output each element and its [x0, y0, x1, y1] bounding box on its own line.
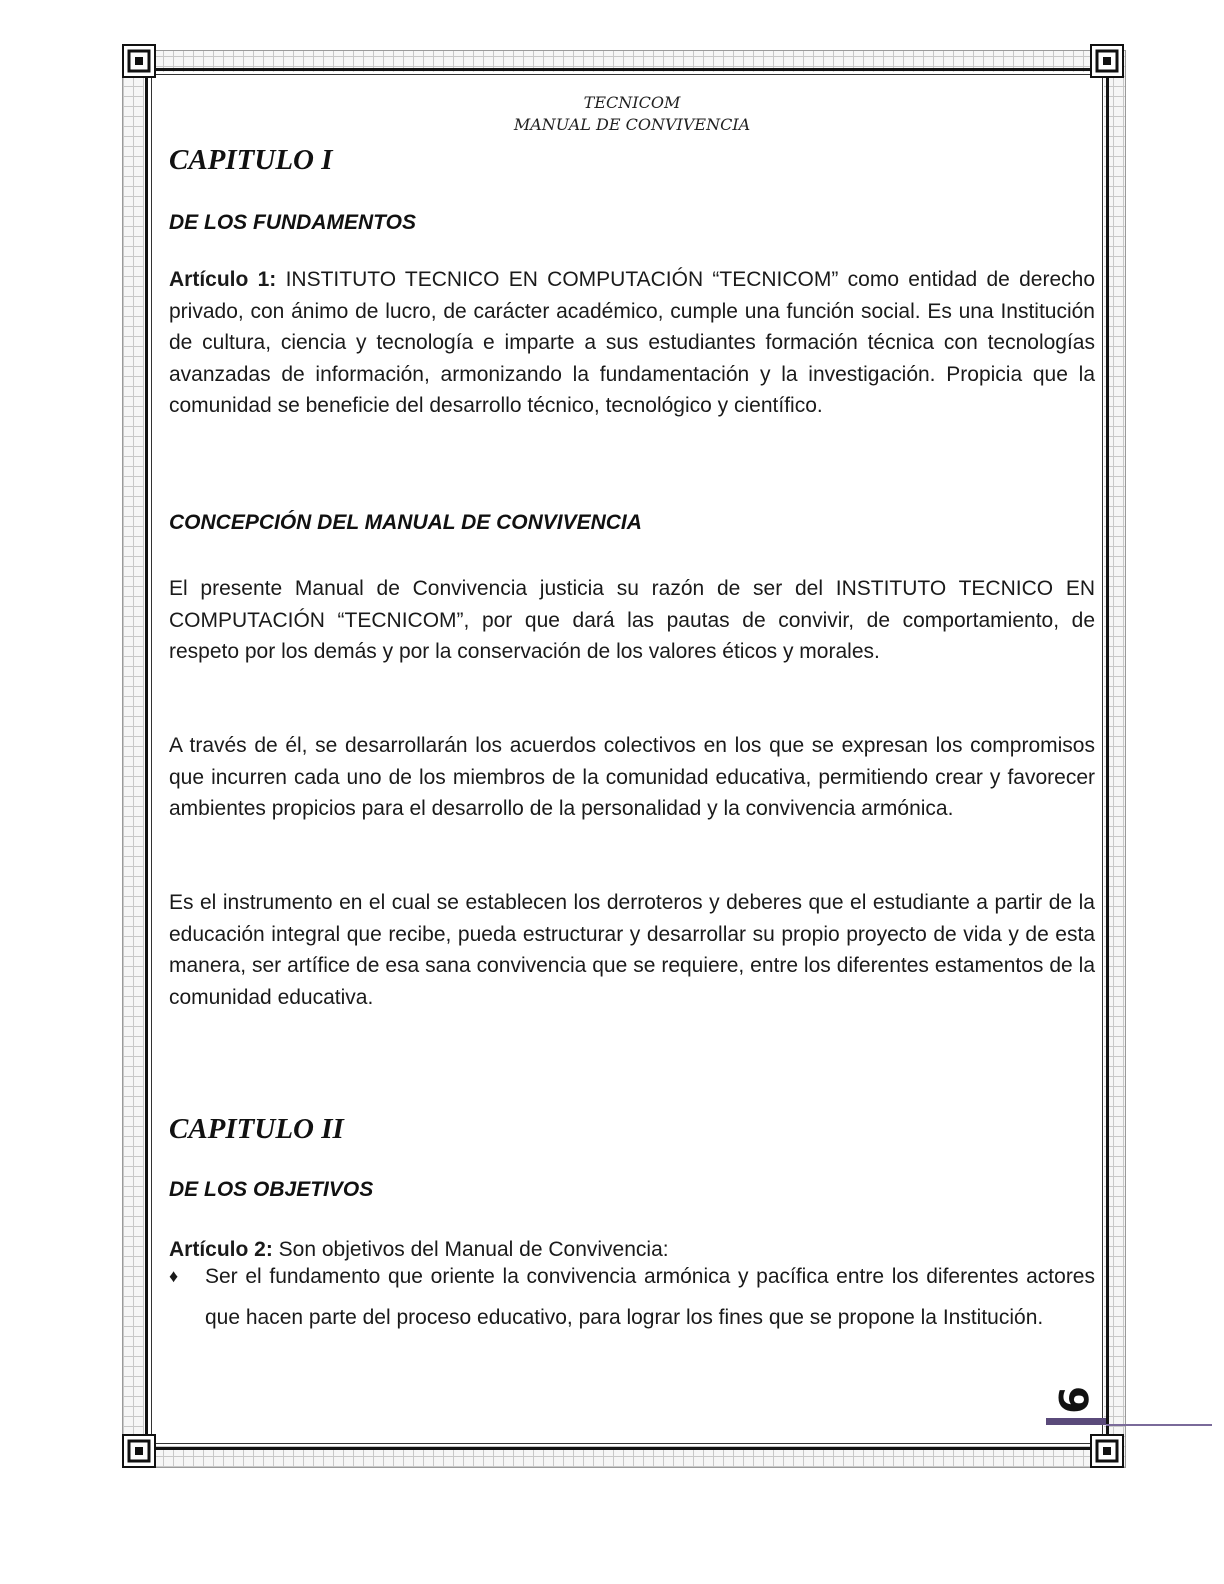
page-number: 9 [1049, 1386, 1095, 1414]
objective-text: Ser el fundamento que oriente la convivencia armónica y pacífica entre los diferentes actores que hacen parte del proceso educativo, para lograr los fines que se propone la Institución. [205, 1265, 1095, 1329]
chapter-2-title: CAPITULO II [169, 1113, 344, 1145]
article-1-text: INSTITUTO TECNICO EN COMPUTACIÓN “TECNICOM” como entidad de derecho privado, con ánimo de lucro, de carácter académico, cumple una función social. Es una Institución de cultura, ciencia y tecnología e imparte a sus estudiantes formación técnica con tecnologías avanzadas de información, armonizando la fundamentación y la investigación. Propicia que la comunidad se beneficie del desarrollo técnico, tecnológico y científico. [169, 268, 1095, 417]
corner-ornament-icon [122, 1434, 156, 1468]
concepcion-paragraph-3: Es el instrumento en el cual se establecen los derroteros y deberes que el estudiante a partir de la educación integral que recibe, pueda estructurar y desarrollar su propio proyecto de vida y de esta manera, ser artífice de esa sana convivencia que se requiere, entre los diferentes estamentos de la comunidad educativa. [169, 891, 1095, 1009]
header-doc-title: MANUAL DE CONVIVENCIA [513, 115, 751, 134]
page-number-bar [1046, 1418, 1106, 1425]
objective-list-item [169, 1256, 1095, 1338]
header-org-name: TECNICOM [583, 93, 681, 112]
concepcion-paragraph-2: A través de él, se desarrollarán los acuerdos colectivos en los que se expresan los compromisos que incurren cada uno de los miembros de la comunidad educativa, permitiendo crear y favorecer ambientes propicios para el desarrollo de la personalidad y la convivencia armónica. [169, 734, 1095, 820]
article-1-label: Artículo 1: [169, 268, 277, 291]
article-2-label: Artículo 2: [169, 1238, 273, 1261]
section-concepcion-heading: CONCEPCIÓN DEL MANUAL DE CONVIVENCIA [169, 511, 642, 534]
section-fundamentos-heading: DE LOS FUNDAMENTOS [169, 211, 416, 234]
diamond-bullet-icon: ♦ [169, 1266, 179, 1286]
corner-ornament-icon [122, 44, 156, 78]
chapter-1-title: CAPITULO I [169, 144, 333, 176]
corner-ornament-icon [1090, 1434, 1124, 1468]
concepcion-paragraph-1: El presente Manual de Convivencia justicia su razón de ser del INSTITUTO TECNICO EN COMPUTACIÓN “TECNICOM”, por que dará las pautas de convivir, de comportamiento, de respeto por los demás y por la conservación de los valores éticos y morales. [169, 577, 1095, 663]
page-number-rule [1106, 1424, 1212, 1426]
corner-ornament-icon [1090, 44, 1124, 78]
article-1-paragraph [169, 264, 1095, 422]
running-header [169, 92, 1095, 136]
article-2-text: Son objetivos del Manual de Convivencia: [272, 1238, 669, 1261]
section-objetivos-heading: DE LOS OBJETIVOS [169, 1178, 374, 1201]
